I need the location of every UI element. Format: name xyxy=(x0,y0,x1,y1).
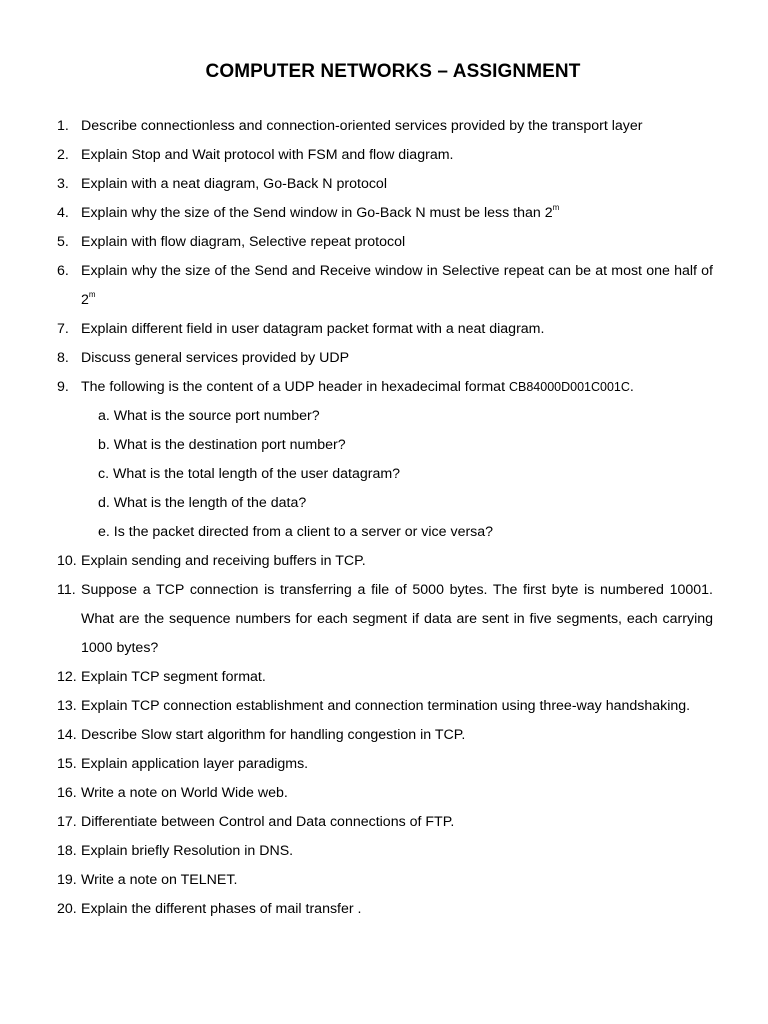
question-text: Explain sending and receiving buffers in TCP. xyxy=(81,553,366,569)
question-item xyxy=(57,576,713,663)
question-number: 11. xyxy=(57,582,76,598)
question-item xyxy=(57,199,713,228)
question-number: 13. xyxy=(57,698,77,714)
question-item xyxy=(57,692,713,721)
sub-question-item: a. What is the source port number? xyxy=(98,408,320,424)
question-text-content: Explain why the size of the Send and Receive window in Selective repeat can be at most one half of 2 xyxy=(81,263,713,308)
question-text-content: Explain why the size of the Send window in Go-Back N must be less than 2 xyxy=(81,205,553,221)
question-text: Explain TCP segment format. xyxy=(81,669,266,685)
question-text xyxy=(81,112,713,141)
question-number: 14. xyxy=(57,727,77,743)
superscript-m: m xyxy=(88,290,96,299)
question-text: Explain different field in user datagram packet format with a neat diagram. xyxy=(81,321,545,337)
question-item xyxy=(57,344,713,373)
question-number: 18. xyxy=(57,843,77,859)
question-number: 10. xyxy=(57,553,77,569)
question-text xyxy=(81,199,713,228)
question-item xyxy=(57,257,713,315)
question-text: Explain TCP connection establishment and connection termination using three-way handshaking. xyxy=(81,698,691,714)
udp-header-hex: CB84000D001C001C xyxy=(508,380,630,394)
question-item xyxy=(57,170,713,199)
sub-question-list xyxy=(57,402,713,547)
question-number: 2. xyxy=(57,147,69,163)
question-text: Suppose a TCP connection is transferring a file of 5000 bytes. The first byte is numbered 10001. What are the sequence numbers for each segment if data are sent in five segments, each carrying 1000 bytes? xyxy=(81,582,713,656)
question-number: 12. xyxy=(57,669,77,685)
question-number: 20. xyxy=(57,901,77,917)
sub-question-item: b. What is the destination port number? xyxy=(98,437,346,453)
question-item xyxy=(57,750,713,779)
question-text xyxy=(81,257,713,315)
sub-question-item: d. What is the length of the data? xyxy=(98,495,307,511)
question-number: 4. xyxy=(57,205,69,221)
question-item xyxy=(57,112,713,141)
question-number: 1. xyxy=(57,118,69,134)
question-text: Explain briefly Resolution in DNS. xyxy=(81,843,294,859)
question-number: 5. xyxy=(57,234,69,250)
sub-question-item: e. Is the packet directed from a client to a server or vice versa? xyxy=(98,524,494,540)
question-number: 3. xyxy=(57,176,69,192)
question-text: Differentiate between Control and Data connections of FTP. xyxy=(81,814,455,830)
question-text-end: . xyxy=(629,379,634,395)
superscript-m: m xyxy=(552,203,560,212)
question-item xyxy=(57,895,713,924)
question-number: 6. xyxy=(57,263,69,279)
question-text: Discuss general services provided by UDP xyxy=(81,350,350,366)
question-item xyxy=(57,808,713,837)
question-number: 16. xyxy=(57,785,77,801)
question-item xyxy=(57,373,713,402)
question-number: 19. xyxy=(57,872,77,888)
question-number: 15. xyxy=(57,756,77,772)
question-number: 8. xyxy=(57,350,69,366)
question-text: Explain Stop and Wait protocol with FSM and flow diagram. xyxy=(81,147,454,163)
question-text xyxy=(81,373,713,402)
question-text: Explain with a neat diagram, Go-Back N protocol xyxy=(81,176,387,192)
question-item xyxy=(57,866,713,895)
question-number: 17. xyxy=(57,814,77,830)
question-item xyxy=(57,721,713,750)
question-item xyxy=(57,547,713,576)
question-item xyxy=(57,663,713,692)
question-text: Describe Slow start algorithm for handling congestion in TCP. xyxy=(81,727,466,743)
sub-question-group xyxy=(57,402,713,547)
question-text: Explain application layer paradigms. xyxy=(81,756,309,772)
question-item xyxy=(57,228,713,257)
sub-question-item: c. What is the total length of the user datagram? xyxy=(98,466,401,482)
question-text-content: Describe connectionless and connection-oriented services provided by the transport layer xyxy=(81,118,643,134)
question-text: Write a note on World Wide web. xyxy=(81,785,288,801)
question-item xyxy=(57,779,713,808)
question-list xyxy=(57,112,713,924)
question-text: Explain the different phases of mail transfer . xyxy=(81,901,362,917)
question-number: 9. xyxy=(57,379,69,395)
question-text-content: The following is the content of a UDP header in hexadecimal format xyxy=(81,379,509,395)
question-item xyxy=(57,315,713,344)
question-text: Write a note on TELNET. xyxy=(81,872,238,888)
question-item xyxy=(57,837,713,866)
question-item xyxy=(57,141,713,170)
question-text: Explain with flow diagram, Selective repeat protocol xyxy=(81,234,406,250)
question-number: 7. xyxy=(57,321,69,337)
page-title: COMPUTER NETWORKS – ASSIGNMENT xyxy=(205,61,581,82)
